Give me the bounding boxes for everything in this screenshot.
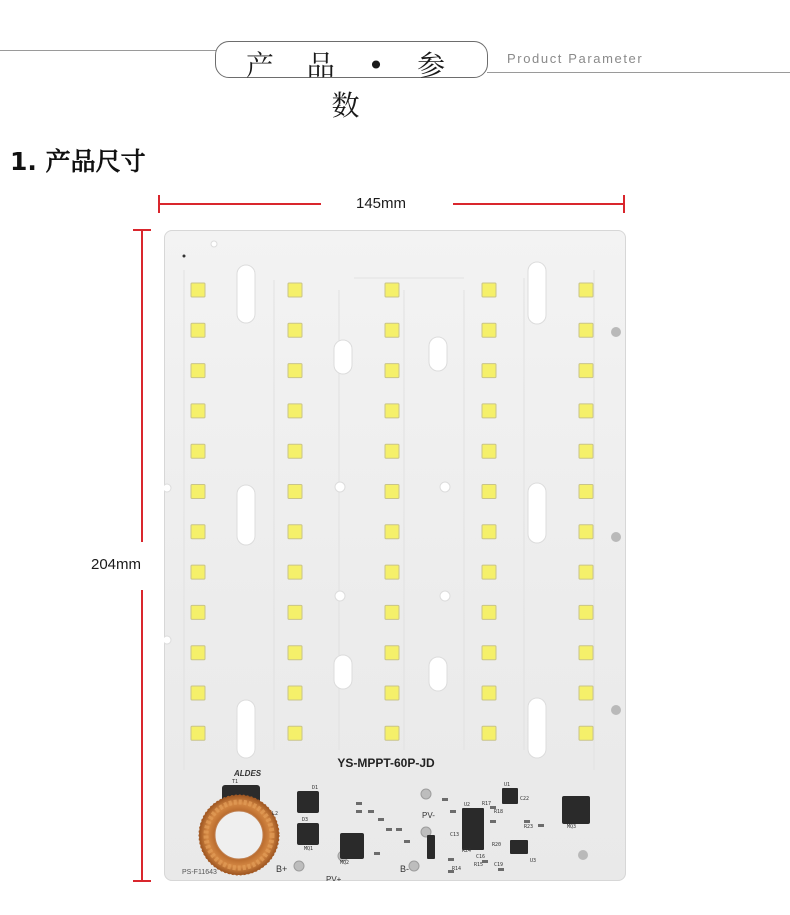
led-chip [385,364,399,378]
led-chip [191,283,205,297]
led-chip [288,283,302,297]
led-chip [288,444,302,458]
led-chip [191,364,205,378]
svg-text:MQ1: MQ1 [304,846,314,852]
svg-text:R24: R24 [462,848,472,854]
led-chip [579,646,593,660]
height-dim-tick-bottom [133,880,151,882]
led-chip [482,485,496,499]
led-chip [191,444,205,458]
led-chip [579,404,593,418]
led-chip [482,646,496,660]
led-chip [482,444,496,458]
led-chip [191,323,205,337]
led-chip [191,646,205,660]
led-chip [288,323,302,337]
svg-text:R15: R15 [474,862,484,868]
svg-text:C19: C19 [494,862,504,868]
led-chip [288,686,302,700]
led-chip [385,605,399,619]
width-dim-tick-right [623,195,625,213]
led-chip [482,404,496,418]
led-chip [579,444,593,458]
led-chip [579,605,593,619]
svg-text:D1: D1 [312,785,319,791]
led-chip [288,565,302,579]
svg-text:U1: U1 [504,782,511,788]
board-brand-mark: ALDES [234,769,262,778]
header-rule-left [0,50,216,51]
svg-text:D3: D3 [302,817,309,823]
led-chip [579,323,593,337]
led-chip [579,525,593,539]
led-chip [385,525,399,539]
header-title: 产 品 • 参 数 [245,49,458,122]
svg-text:R18: R18 [494,809,504,815]
led-chip [579,726,593,740]
led-chip [191,404,205,418]
section-title: 1. 产品尺寸 [10,147,146,176]
svg-text:C13: C13 [450,832,460,838]
board-part-code: PS-F11643 [182,869,217,876]
led-chip [288,605,302,619]
led-chip [385,646,399,660]
led-chip [288,364,302,378]
led-chip [385,726,399,740]
svg-text:R14: R14 [452,866,462,872]
width-dim-line-left [158,203,321,205]
led-chip [579,565,593,579]
height-dim-line-top [141,229,143,542]
led-chip [191,485,205,499]
led-chip [579,485,593,499]
svg-text:MQ2: MQ2 [340,860,350,866]
toroid-inductor [199,785,279,875]
led-chip [191,686,205,700]
led-chip [288,646,302,660]
led-chip [482,726,496,740]
led-chip [288,525,302,539]
led-chip [482,605,496,619]
svg-text:R20: R20 [492,842,502,848]
height-dim-line-bottom [141,590,143,881]
svg-text:R17: R17 [482,801,492,807]
led-chip [385,283,399,297]
led-chip [191,726,205,740]
svg-text:U3: U3 [530,858,537,864]
led-chip [385,686,399,700]
svg-text:U2: U2 [464,802,471,808]
height-dim-label: 204mm [91,556,142,573]
pad-label-pv-minus: PV- [422,811,435,820]
svg-text:MQ3: MQ3 [567,824,577,830]
led-chip [385,323,399,337]
led-chip [482,283,496,297]
led-chip [482,525,496,539]
width-dim-label: 145mm [356,195,407,212]
svg-text:L2: L2 [272,811,279,817]
led-chip [579,686,593,700]
led-chip [579,283,593,297]
led-chip [482,323,496,337]
svg-text:C22: C22 [520,796,530,802]
led-chip [385,444,399,458]
pad-label-b-plus: B+ [276,864,288,874]
component-silkscreen [232,779,576,872]
led-chip [288,485,302,499]
led-chip [191,525,205,539]
led-chip [288,404,302,418]
led-chip [482,565,496,579]
header-rule-right [487,72,790,73]
led-chip [385,485,399,499]
led-chip [579,364,593,378]
pad-label-b-minus: B- [400,864,409,874]
pad-label-pv-plus: PV+ [326,875,342,881]
header-subtitle: Product Parameter [507,51,644,66]
led-chip [385,565,399,579]
led-chip [385,404,399,418]
led-chip [191,605,205,619]
mounting-slots [164,241,546,758]
led-board-graphic [164,230,626,881]
header-title-badge [215,41,488,122]
svg-text:C16: C16 [476,854,486,860]
svg-text:T1: T1 [232,779,239,785]
svg-text:R23: R23 [524,824,534,830]
board-model-label: YS-MPPT-60P-JD [337,756,435,770]
led-chip [288,726,302,740]
led-chip [482,364,496,378]
led-board [164,230,626,881]
width-dim-line-right [453,203,625,205]
led-chip [482,686,496,700]
led-chip [191,565,205,579]
